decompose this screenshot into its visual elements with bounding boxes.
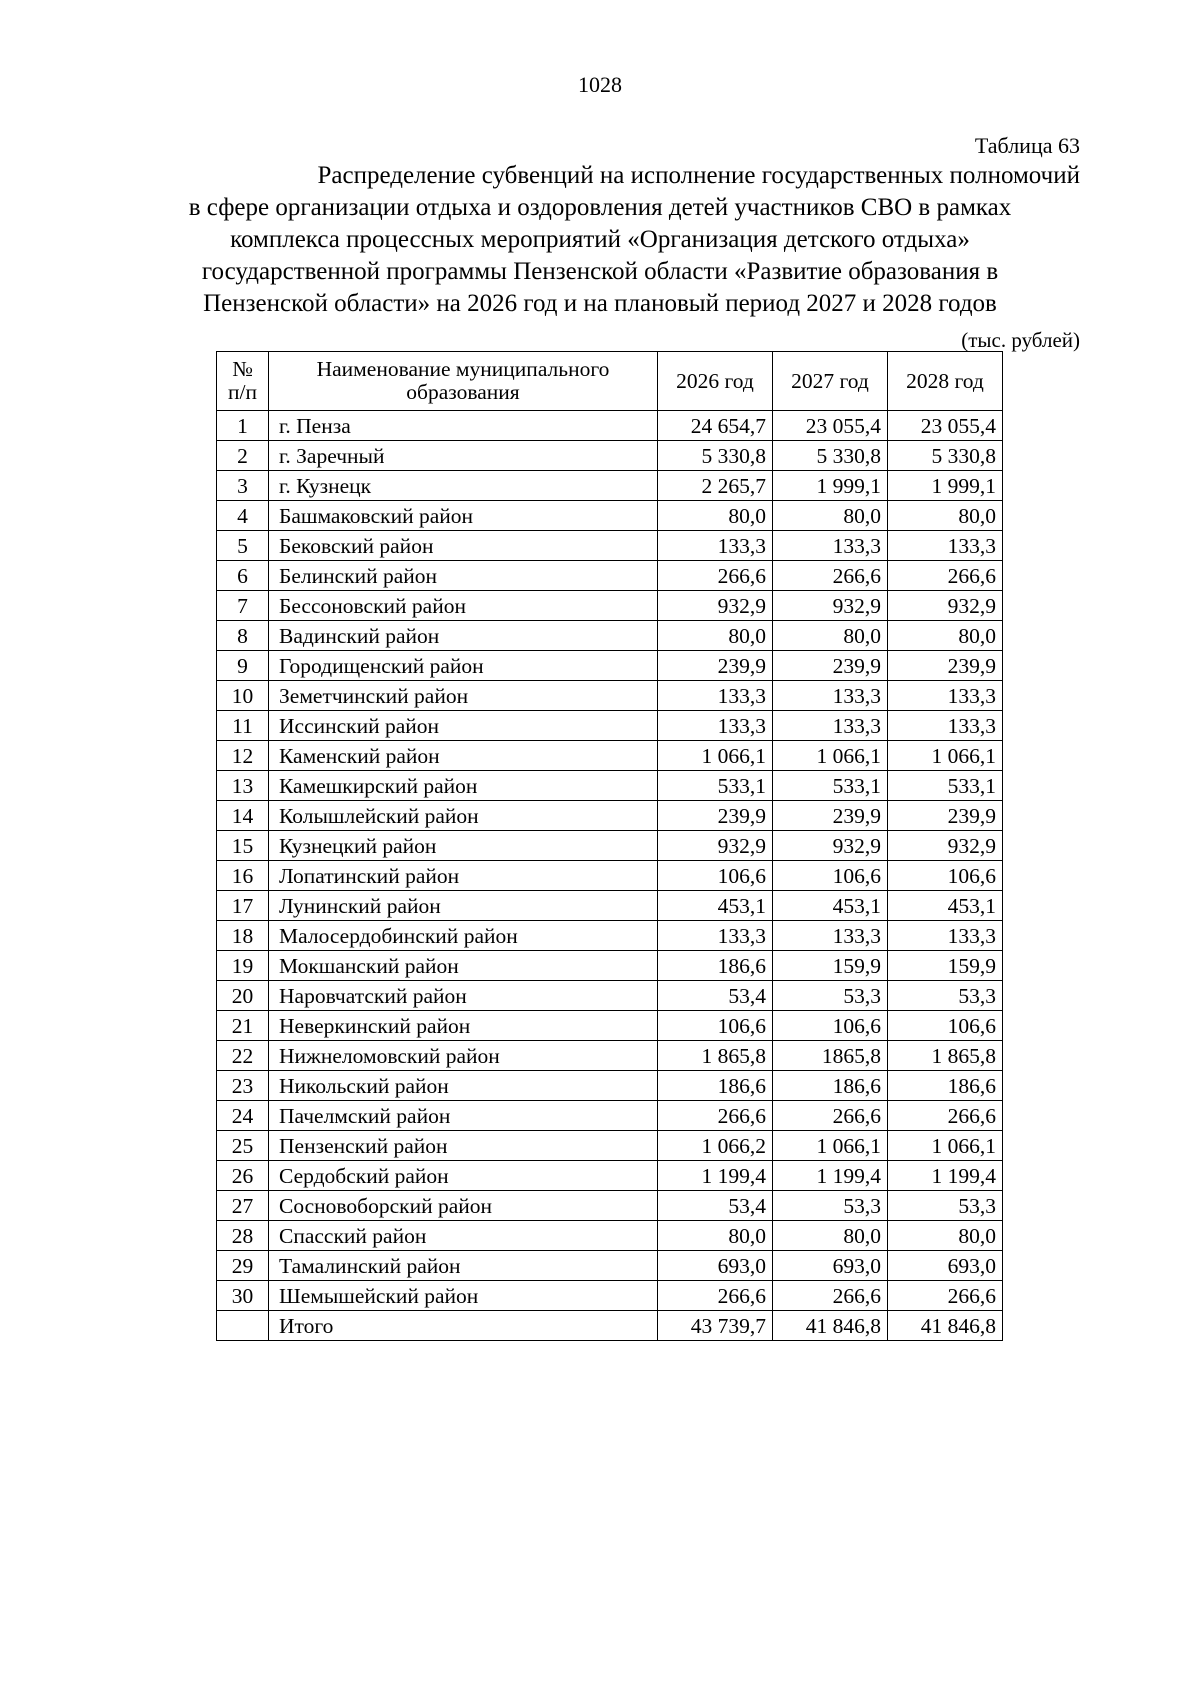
table-title <box>120 160 1080 320</box>
cell-2028: 106,6 <box>888 861 1003 891</box>
total-label: Итого <box>269 1311 658 1341</box>
table-row <box>217 1251 1003 1281</box>
cell-2026: 266,6 <box>658 1101 773 1131</box>
cell-2028: 1 199,4 <box>888 1161 1003 1191</box>
cell-2027: 239,9 <box>773 801 888 831</box>
table-row <box>217 1161 1003 1191</box>
cell-num: 14 <box>217 801 269 831</box>
table-row <box>217 681 1003 711</box>
table-row <box>217 531 1003 561</box>
cell-2028: 693,0 <box>888 1251 1003 1281</box>
cell-2027: 1 999,1 <box>773 471 888 501</box>
cell-2026: 43 739,7 <box>658 1311 773 1341</box>
cell-name: Нижнеломовский район <box>269 1041 658 1071</box>
cell-name: Лунинский район <box>269 891 658 921</box>
cell-2028: 53,3 <box>888 1191 1003 1221</box>
cell-name: Мокшанский район <box>269 951 658 981</box>
cell-name: Тамалинский район <box>269 1251 658 1281</box>
cell-name: Городищенский район <box>269 651 658 681</box>
cell-2026: 133,3 <box>658 531 773 561</box>
table-row <box>217 561 1003 591</box>
cell-2027: 5 330,8 <box>773 441 888 471</box>
cell-2027: 1 199,4 <box>773 1161 888 1191</box>
cell-2026: 533,1 <box>658 771 773 801</box>
cell-2027: 186,6 <box>773 1071 888 1101</box>
table-row <box>217 501 1003 531</box>
cell-num: 3 <box>217 471 269 501</box>
title-line: в сфере организации отдыха и оздоровления детей участников СВО в рамках <box>188 194 1012 221</box>
table-row <box>217 1041 1003 1071</box>
title-line: комплекса процессных мероприятий «Организация детского отдыха» <box>230 226 970 253</box>
cell-2028: 80,0 <box>888 1221 1003 1251</box>
cell-2028: 23 055,4 <box>888 411 1003 441</box>
cell-2028: 266,6 <box>888 1101 1003 1131</box>
cell-name: Камешкирский район <box>269 771 658 801</box>
cell-name: Спасский район <box>269 1221 658 1251</box>
cell-2026: 53,4 <box>658 1191 773 1221</box>
cell-2027: 1865,8 <box>773 1041 888 1071</box>
cell-name: Каменский район <box>269 741 658 771</box>
table-row <box>217 591 1003 621</box>
cell-num: 17 <box>217 891 269 921</box>
cell-name: Белинский район <box>269 561 658 591</box>
header-name: Наименование муниципального образования <box>269 352 658 411</box>
table-row <box>217 1101 1003 1131</box>
cell-2028: 1 066,1 <box>888 741 1003 771</box>
cell-2028: 106,6 <box>888 1011 1003 1041</box>
page-number: 1028 <box>578 72 622 97</box>
table-row <box>217 831 1003 861</box>
cell-2026: 5 330,8 <box>658 441 773 471</box>
cell-name: Неверкинский район <box>269 1011 658 1041</box>
table-row <box>217 891 1003 921</box>
cell-2027: 80,0 <box>773 621 888 651</box>
table-row <box>217 1011 1003 1041</box>
title-line: Распределение субвенций на исполнение государственных полномочий <box>317 162 1080 189</box>
cell-num: 7 <box>217 591 269 621</box>
cell-2027: 266,6 <box>773 1281 888 1311</box>
table-row <box>217 801 1003 831</box>
cell-name: Бессоновский район <box>269 591 658 621</box>
cell-2026: 266,6 <box>658 1281 773 1311</box>
cell-2028: 932,9 <box>888 591 1003 621</box>
cell-num: 1 <box>217 411 269 441</box>
cell-2027: 159,9 <box>773 951 888 981</box>
cell-2027: 932,9 <box>773 831 888 861</box>
cell-2028: 186,6 <box>888 1071 1003 1101</box>
cell-num: 15 <box>217 831 269 861</box>
cell-name: Сердобский район <box>269 1161 658 1191</box>
cell-2027: 80,0 <box>773 1221 888 1251</box>
table-row <box>217 861 1003 891</box>
cell-2027: 23 055,4 <box>773 411 888 441</box>
cell-num: 10 <box>217 681 269 711</box>
cell-2028: 453,1 <box>888 891 1003 921</box>
cell-2028: 133,3 <box>888 711 1003 741</box>
table-row <box>217 711 1003 741</box>
cell-2026: 1 066,1 <box>658 741 773 771</box>
cell-2028: 239,9 <box>888 801 1003 831</box>
cell-2026: 133,3 <box>658 921 773 951</box>
cell-2026: 186,6 <box>658 1071 773 1101</box>
cell-2027: 53,3 <box>773 981 888 1011</box>
cell-2028: 239,9 <box>888 651 1003 681</box>
cell-2027: 693,0 <box>773 1251 888 1281</box>
cell-2026: 1 865,8 <box>658 1041 773 1071</box>
cell-2026: 133,3 <box>658 711 773 741</box>
cell-2026: 53,4 <box>658 981 773 1011</box>
cell-2028: 1 865,8 <box>888 1041 1003 1071</box>
cell-num: 8 <box>217 621 269 651</box>
cell-2027: 1 066,1 <box>773 1131 888 1161</box>
cell-num: 25 <box>217 1131 269 1161</box>
cell-2027: 41 846,8 <box>773 1311 888 1341</box>
header-2026: 2026 год <box>658 352 773 411</box>
table-row <box>217 441 1003 471</box>
cell-name: г. Пенза <box>269 411 658 441</box>
cell-2026: 932,9 <box>658 831 773 861</box>
cell-name: Лопатинский район <box>269 861 658 891</box>
table-row <box>217 1191 1003 1221</box>
cell-name: Пензенский район <box>269 1131 658 1161</box>
cell-num: 16 <box>217 861 269 891</box>
cell-num <box>217 1311 269 1341</box>
cell-2027: 932,9 <box>773 591 888 621</box>
cell-2027: 266,6 <box>773 561 888 591</box>
header-num: № п/п <box>217 352 269 411</box>
cell-2028: 1 999,1 <box>888 471 1003 501</box>
cell-name: Кузнецкий район <box>269 831 658 861</box>
cell-2027: 106,6 <box>773 1011 888 1041</box>
cell-2026: 1 066,2 <box>658 1131 773 1161</box>
cell-2027: 239,9 <box>773 651 888 681</box>
cell-num: 18 <box>217 921 269 951</box>
cell-2026: 186,6 <box>658 951 773 981</box>
table-row <box>217 951 1003 981</box>
cell-num: 11 <box>217 711 269 741</box>
cell-num: 30 <box>217 1281 269 1311</box>
subvention-table <box>216 351 1003 1341</box>
units-label: (тыс. рублей) <box>961 328 1080 352</box>
cell-num: 23 <box>217 1071 269 1101</box>
table-row <box>217 981 1003 1011</box>
table-row <box>217 621 1003 651</box>
cell-2026: 1 199,4 <box>658 1161 773 1191</box>
cell-2028: 41 846,8 <box>888 1311 1003 1341</box>
table-total-row <box>217 1311 1003 1341</box>
cell-2028: 159,9 <box>888 951 1003 981</box>
cell-2026: 106,6 <box>658 861 773 891</box>
table-row <box>217 1131 1003 1161</box>
cell-2026: 106,6 <box>658 1011 773 1041</box>
cell-num: 29 <box>217 1251 269 1281</box>
cell-name: Колышлейский район <box>269 801 658 831</box>
cell-name: г. Заречный <box>269 441 658 471</box>
cell-2027: 266,6 <box>773 1101 888 1131</box>
cell-name: Малосердобинский район <box>269 921 658 951</box>
cell-num: 24 <box>217 1101 269 1131</box>
table-row <box>217 921 1003 951</box>
cell-num: 9 <box>217 651 269 681</box>
cell-2026: 266,6 <box>658 561 773 591</box>
cell-2026: 133,3 <box>658 681 773 711</box>
cell-2026: 24 654,7 <box>658 411 773 441</box>
cell-name: Наровчатский район <box>269 981 658 1011</box>
cell-name: г. Кузнецк <box>269 471 658 501</box>
cell-2028: 53,3 <box>888 981 1003 1011</box>
cell-name: Вадинский район <box>269 621 658 651</box>
cell-name: Никольский район <box>269 1071 658 1101</box>
table-row <box>217 741 1003 771</box>
cell-2027: 133,3 <box>773 531 888 561</box>
cell-2027: 133,3 <box>773 921 888 951</box>
cell-2028: 5 330,8 <box>888 441 1003 471</box>
cell-name: Башмаковский район <box>269 501 658 531</box>
cell-2028: 133,3 <box>888 531 1003 561</box>
cell-num: 6 <box>217 561 269 591</box>
cell-2026: 932,9 <box>658 591 773 621</box>
cell-name: Земетчинский район <box>269 681 658 711</box>
cell-num: 4 <box>217 501 269 531</box>
cell-num: 27 <box>217 1191 269 1221</box>
title-line: Пензенской области» на 2026 год и на плановый период 2027 и 2028 годов <box>203 290 997 317</box>
cell-num: 21 <box>217 1011 269 1041</box>
table-row <box>217 471 1003 501</box>
cell-2026: 2 265,7 <box>658 471 773 501</box>
cell-name: Шемышейский район <box>269 1281 658 1311</box>
cell-2028: 533,1 <box>888 771 1003 801</box>
cell-2026: 693,0 <box>658 1251 773 1281</box>
cell-2027: 533,1 <box>773 771 888 801</box>
cell-2027: 1 066,1 <box>773 741 888 771</box>
table-row <box>217 411 1003 441</box>
cell-num: 13 <box>217 771 269 801</box>
cell-2028: 1 066,1 <box>888 1131 1003 1161</box>
table-row <box>217 651 1003 681</box>
header-2028: 2028 год <box>888 352 1003 411</box>
cell-2027: 133,3 <box>773 711 888 741</box>
cell-2028: 133,3 <box>888 921 1003 951</box>
cell-2027: 133,3 <box>773 681 888 711</box>
table-header-row <box>217 352 1003 411</box>
table-row <box>217 1071 1003 1101</box>
table-row <box>217 771 1003 801</box>
cell-name: Сосновоборский район <box>269 1191 658 1221</box>
cell-name: Бековский район <box>269 531 658 561</box>
header-2027: 2027 год <box>773 352 888 411</box>
cell-2028: 266,6 <box>888 561 1003 591</box>
cell-2027: 80,0 <box>773 501 888 531</box>
cell-2028: 266,6 <box>888 1281 1003 1311</box>
cell-2027: 106,6 <box>773 861 888 891</box>
table-label: Таблица 63 <box>974 133 1080 158</box>
cell-num: 26 <box>217 1161 269 1191</box>
cell-num: 2 <box>217 441 269 471</box>
cell-name: Пачелмский район <box>269 1101 658 1131</box>
cell-2027: 53,3 <box>773 1191 888 1221</box>
cell-num: 12 <box>217 741 269 771</box>
cell-name: Иссинский район <box>269 711 658 741</box>
cell-2026: 239,9 <box>658 651 773 681</box>
cell-2026: 80,0 <box>658 621 773 651</box>
cell-2027: 453,1 <box>773 891 888 921</box>
cell-num: 28 <box>217 1221 269 1251</box>
cell-2026: 453,1 <box>658 891 773 921</box>
table-body <box>217 411 1003 1341</box>
cell-2026: 80,0 <box>658 1221 773 1251</box>
table-row <box>217 1221 1003 1251</box>
cell-2028: 133,3 <box>888 681 1003 711</box>
cell-2028: 80,0 <box>888 501 1003 531</box>
cell-2026: 239,9 <box>658 801 773 831</box>
cell-2028: 932,9 <box>888 831 1003 861</box>
cell-num: 20 <box>217 981 269 1011</box>
title-line: государственной программы Пензенской области «Развитие образования в <box>201 258 999 285</box>
cell-2026: 80,0 <box>658 501 773 531</box>
table-row <box>217 1281 1003 1311</box>
cell-num: 5 <box>217 531 269 561</box>
cell-2028: 80,0 <box>888 621 1003 651</box>
cell-num: 19 <box>217 951 269 981</box>
cell-num: 22 <box>217 1041 269 1071</box>
